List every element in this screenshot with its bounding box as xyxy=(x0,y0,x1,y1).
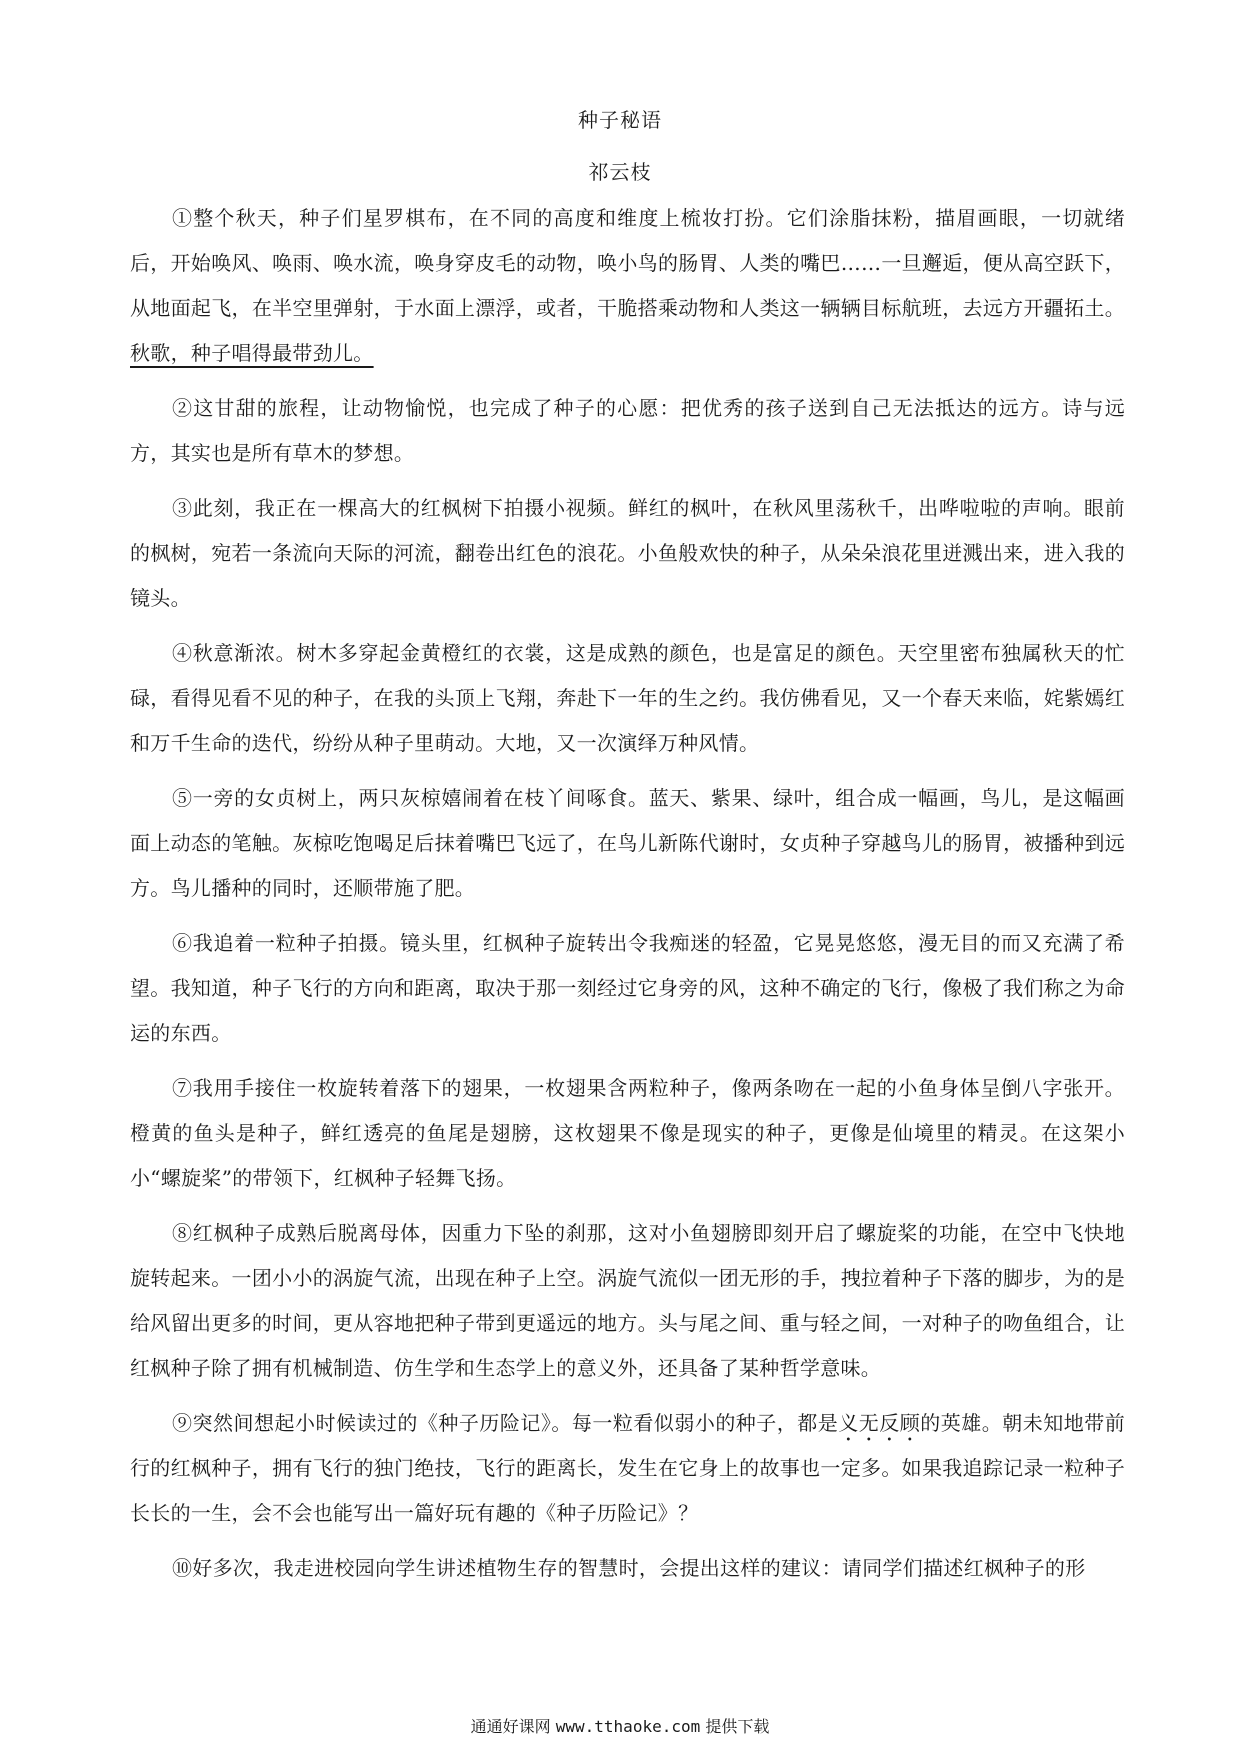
article-author: 祁云枝 xyxy=(588,160,652,184)
paragraph-8: ⑧红枫种子成熟后脱离母体，因重力下坠的刹那，这对小鱼翅膀即刻开启了螺旋桨的功能，在空中飞快地旋转起来。一团小小的涡旋气流，出现在种子上空。涡旋气流似一团无形的手，拽拉着种子下落的脚步，为的是给风留出更多的时间，更从容地把种子带到更遥远的地方。头与尾之间、重与轻之间，一对种子的吻鱼组合，让红枫种子除了拥有机械制造、仿生学和生态学上的意义外，还具备了某种哲学意味。 xyxy=(130,1221,1125,1380)
footer-site-link[interactable]: www.tthaoke.com xyxy=(555,1717,701,1736)
paragraph-1-text: ①整个秋天，种子们星罗棋布，在不同的高度和维度上梳妆打扮。它们涂脂抹粉，描眉画眼，一切就绪后，开始唤风、唤雨、唤水流，唤身穿皮毛的动物，唤小鸟的肠胃、人类的嘴巴……一旦邂逅，便从高空跃下，从地面起飞，在半空里弹射，于水面上漂浮，或者，干脆搭乘动物和人类这一辆辆目标航班，去远方开疆拓土。 xyxy=(130,206,1125,320)
footer-suffix: 提供下载 xyxy=(705,1717,770,1736)
paragraph-3: ③此刻，我正在一棵高大的红枫树下拍摄小视频。鲜红的枫叶，在秋风里荡秋千，出哗啦啦的声响。眼前的枫树，宛若一条流向天际的河流，翻卷出红色的浪花。小鱼般欢快的种子，从朵朵浪花里迸溅出来，进入我的镜头。 xyxy=(130,496,1125,610)
paragraph-1 xyxy=(130,196,1125,376)
paragraph-2: ②这甘甜的旅程，让动物愉悦，也完成了种子的心愿：把优秀的孩子送到自己无法抵达的远方。诗与远方，其实也是所有草木的梦想。 xyxy=(130,396,1125,465)
paragraph-9-tail: 的英雄。朝未知地带前行的红枫种子，拥有飞行的独门绝技，飞行的距离长，发生在它身上的故事也一定多。如果我追踪记录一粒种子长长的一生，会不会也能写出一篇好玩有趣的《种子历险记》？ xyxy=(130,1411,1126,1525)
paragraph-10: ⑩好多次，我走进校园向学生讲述植物生存的智慧时，会提出这样的建议：请同学们描述红枫种子的形 xyxy=(172,1556,1086,1580)
emphasized-phrase: 义无反顾 xyxy=(838,1411,921,1435)
paragraph-4: ④秋意渐浓。树木多穿起金黄橙红的衣裳，这是成熟的颜色，也是富足的颜色。天空里密布独属秋天的忙碌，看得见看不见的种子，在我的头顶上飞翔，奔赴下一年的生之约。我仿佛看见，又一个春天来临，姹紫嫣红和万千生命的迭代，纷纷从种子里萌动。大地，又一次演绎万种风情。 xyxy=(130,641,1125,755)
page-footer xyxy=(0,1716,1240,1738)
paragraph-5: ⑤一旁的女贞树上，两只灰椋嬉闹着在枝丫间啄食。蓝天、紫果、绿叶，组合成一幅画，鸟儿，是这幅画面上动态的笔触。灰椋吃饱喝足后抹着嘴巴飞远了，在鸟儿新陈代谢时，女贞种子穿越鸟儿的肠胃，被播种到远方。鸟儿播种的同时，还顺带施了肥。 xyxy=(130,786,1125,900)
article-body xyxy=(130,196,1125,1601)
footer-prefix: 通通好课网 xyxy=(470,1717,551,1736)
paragraph-6: ⑥我追着一粒种子拍摄。镜头里，红枫种子旋转出令我痴迷的轻盈，它晃晃悠悠，漫无目的而又充满了希望。我知道，种子飞行的方向和距离，取决于那一刻经过它身旁的风，这种不确定的飞行，像极了我们称之为命运的东西。 xyxy=(130,931,1125,1045)
article-title: 种子秘语 xyxy=(578,108,662,132)
paragraph-9-lead: ⑨突然间想起小时候读过的《种子历险记》。每一粒看似弱小的种子，都是 xyxy=(172,1411,839,1435)
paragraph-9 xyxy=(130,1401,1125,1536)
paragraph-7: ⑦我用手接住一枚旋转着落下的翅果，一枚翅果含两粒种子，像两条吻在一起的小鱼身体呈倒八字张开。橙黄的鱼头是种子，鲜红透亮的鱼尾是翅膀，这枚翅果不像是现实的种子，更像是仙境里的精灵。在这架小小“螺旋桨”的带领下，红枫种子轻舞飞扬。 xyxy=(130,1076,1125,1190)
underlined-sentence: 秋歌，种子唱得最带劲儿。 xyxy=(130,341,374,365)
